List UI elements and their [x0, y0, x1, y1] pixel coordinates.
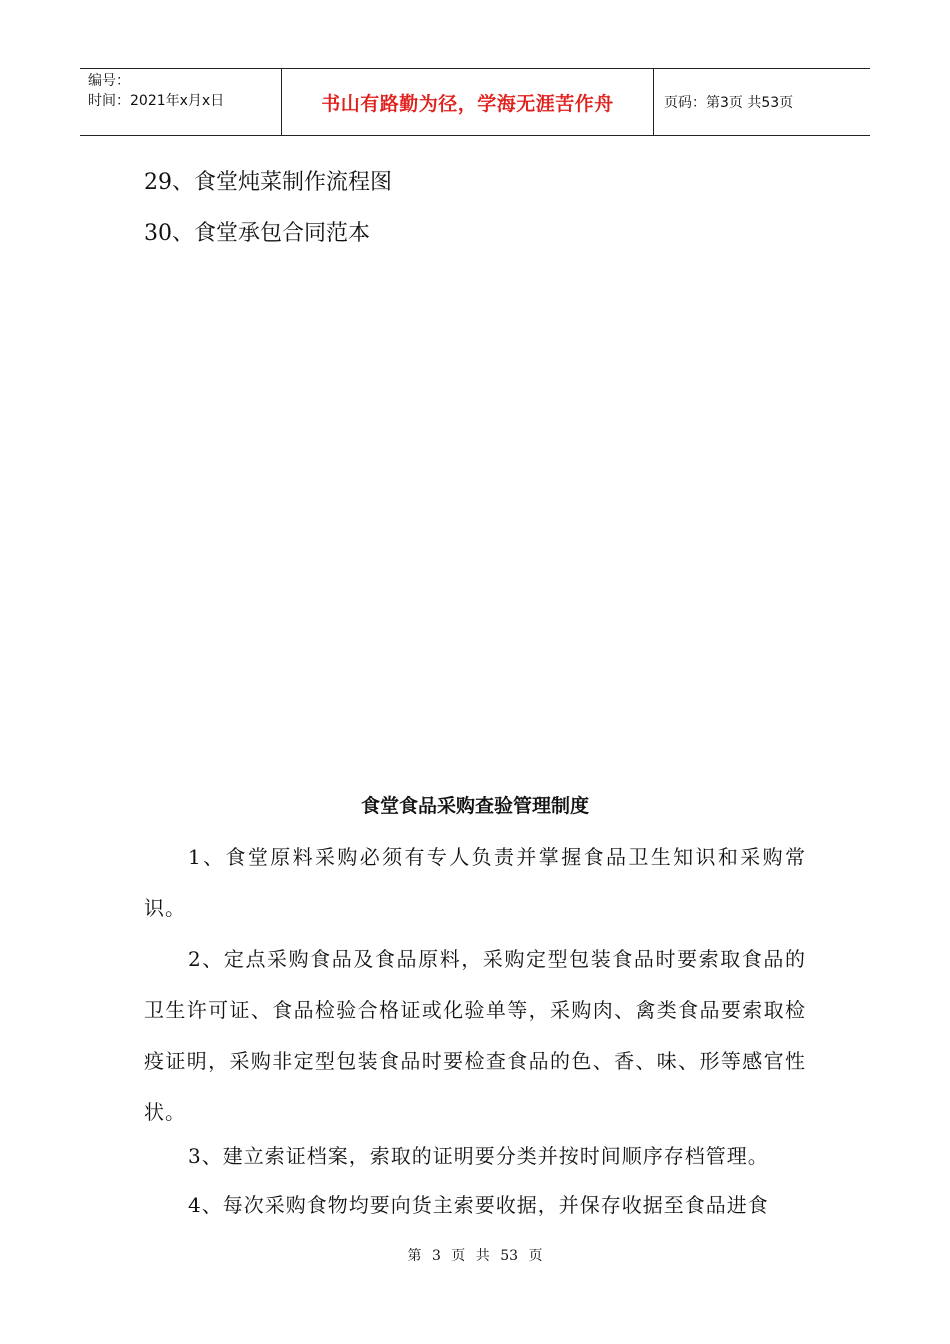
paragraph-1: 1、食堂原料采购必须有专人负责并掌握食品卫生知识和采购常识。 [144, 845, 806, 920]
header-motto: 书山有路勤为径，学海无涯苦作舟 [282, 69, 654, 135]
section-title: 食堂食品采购查验管理制度 [360, 795, 589, 817]
paragraph-2: 2、定点采购食品及食品原料，采购定型包装食品时要索取食品的卫生许可证、食品检验合格证或化验单等，采购肉、禽类食品要索取检疫证明，采购非定型包装食品时要检查食品的色、香、味、形等感官性状。 [144, 947, 806, 1124]
page-footer: 第 3 页 共 53 页 [407, 1248, 543, 1264]
toc-item-29: 29、食堂炖菜制作流程图 [144, 170, 392, 195]
paragraph-3: 3、建立索证档案，索取的证明要分类并按时间顺序存档管理。 [188, 1144, 769, 1168]
document-header [80, 68, 870, 136]
header-page-info: 页码：第3页 共53页 [664, 95, 794, 111]
serial-label: 编号： [88, 73, 130, 89]
paragraph-4: 4、每次采购食物均要向货主索要收据，并保存收据至食品进食 [188, 1193, 769, 1217]
header-meta [80, 69, 282, 135]
time-label: 时间：2021年x月x日 [88, 93, 225, 109]
toc-item-30: 30、食堂承包合同范本 [144, 221, 370, 246]
